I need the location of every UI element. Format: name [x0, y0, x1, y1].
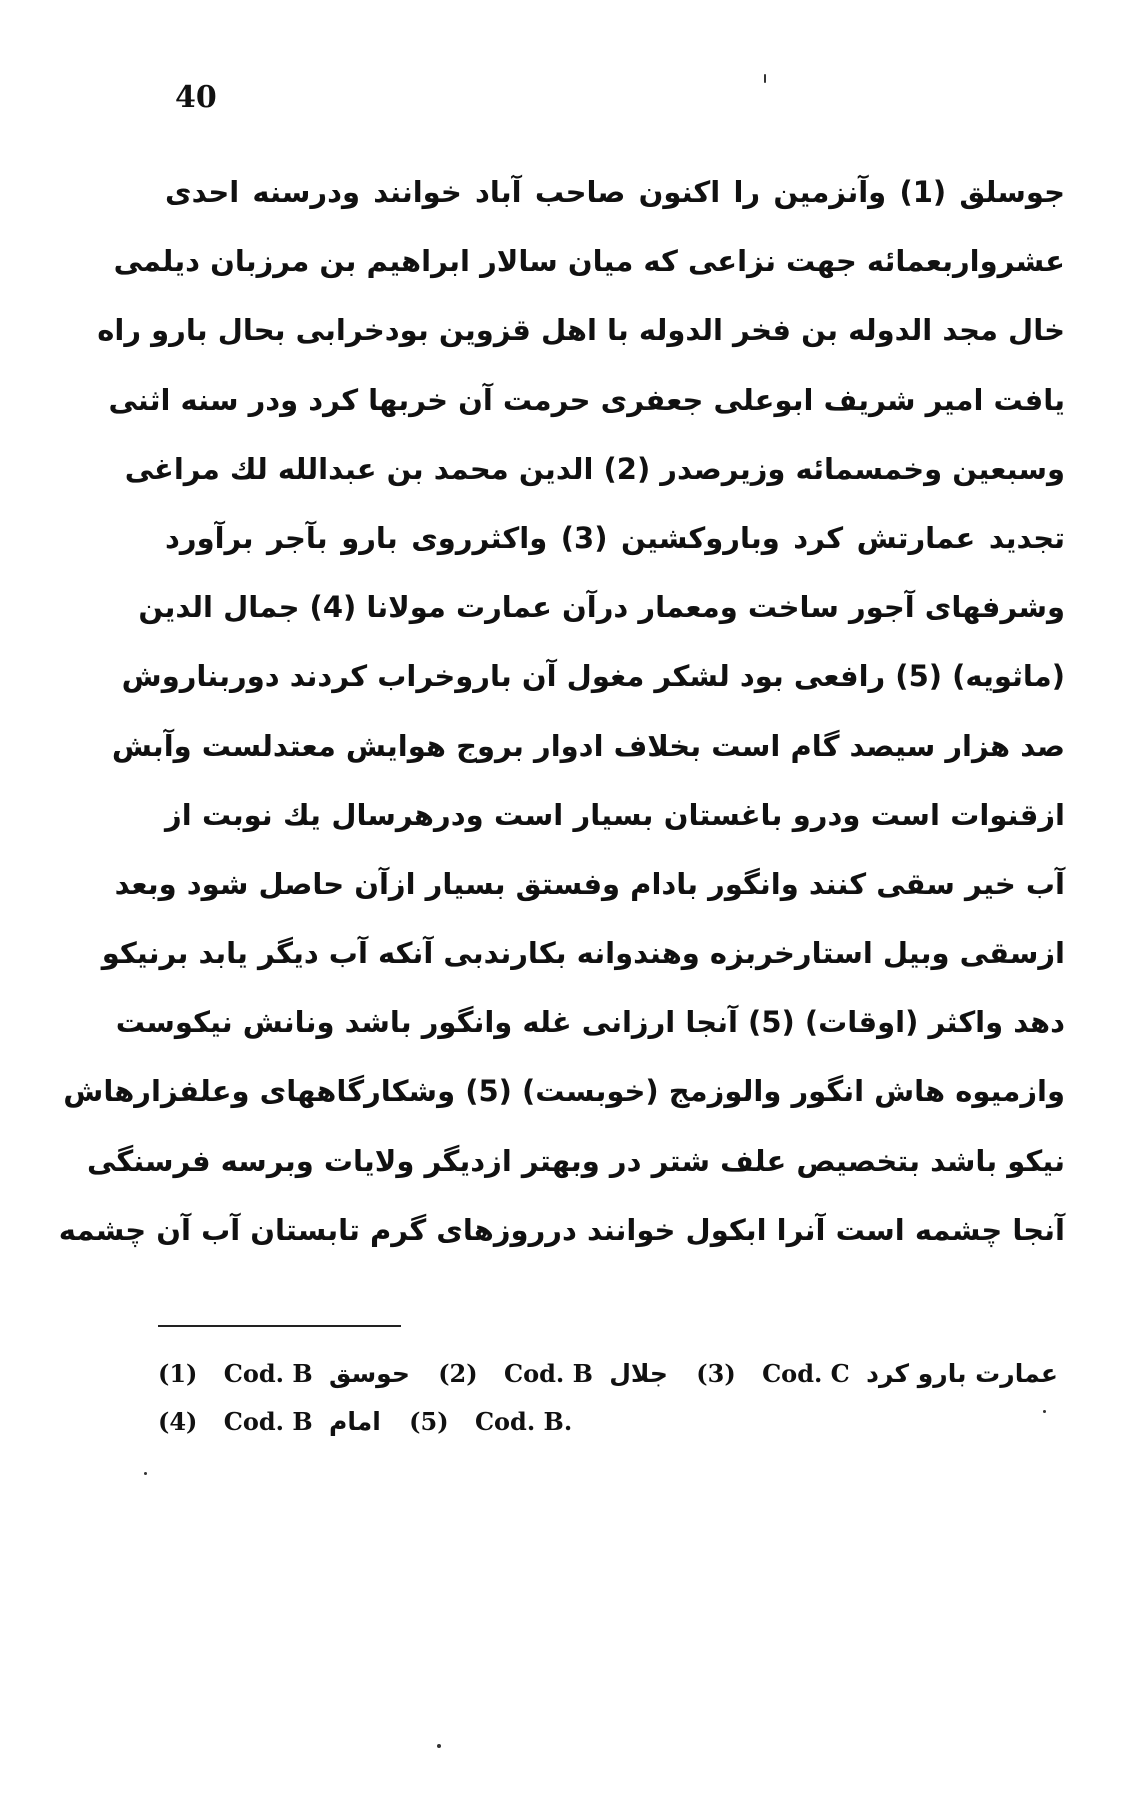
footnote-codex: Cod. C — [762, 1359, 850, 1388]
main-text-block — [58, 158, 1065, 1265]
footnote-number: (3) — [696, 1359, 736, 1388]
footnote-number: (2) — [438, 1359, 478, 1388]
text-line: یافت امیر شریف ابوعلی جعفری حرمت آن خربها کرد ودر سنه اثنی — [108, 382, 1065, 417]
text-line: عشرواربعمائه جهت نزاعی که میان سالار ابراهیم بن مرزبان دیلمی — [113, 244, 1065, 279]
text-line: تجدید عمارتش کرد وباروکشین (3) واکثرروی بارو بآجر برآورد — [165, 520, 1065, 555]
footnote-line — [158, 1398, 1058, 1446]
text-line: ازسقی وبیل استارخربزه وهندوانه بکارندبی آنکه آب دیگر یابد برنیکو — [101, 936, 1065, 971]
text-line: ازقنوات است ودرو باغستان بسیار است ودرهرسال یك نوبت از — [165, 797, 1065, 832]
footnote-number: (5) — [409, 1407, 449, 1436]
text-line: خال مجد الدوله بن فخر الدوله با اهل قزوین بودخرابی بحال بارو راه — [97, 313, 1065, 348]
footnote-number: (1) — [158, 1359, 198, 1388]
text-line: آب خیر سقی کنند وانگور بادام وفستق بسیار ازآن حاصل شود وبعد — [114, 866, 1065, 901]
page-number: 40 — [175, 80, 217, 115]
text-line: آنجا چشمه است آنرا ابکول خوانند درروزهای گرم تابستان آب آن چشمه — [58, 1212, 1065, 1247]
print-speck — [437, 1744, 441, 1748]
footnote-item — [438, 1350, 668, 1398]
print-speck — [764, 74, 766, 83]
footnote-number: (4) — [158, 1407, 198, 1436]
text-line: دهد واکثر (اوقات) (5) آنجا ارزانی غله وانگور باشد ونانش نیکوست — [115, 1005, 1065, 1040]
footnote-item — [158, 1350, 410, 1398]
footnote-item — [696, 1350, 1058, 1398]
print-speck — [1043, 1410, 1046, 1413]
text-line: وازمیوه هاش انگور والوزمج (خوبست) (5) وشکارگاههای وعلفزارهاش — [63, 1074, 1065, 1109]
footnote-codex: Cod. B — [223, 1407, 313, 1436]
footnote-variant: جلال — [609, 1359, 668, 1388]
text-line: (ماثویه) (5) رافعی بود لشکر مغول آن باروخراب کردند دوربناروش — [121, 659, 1065, 694]
footnote-item — [409, 1398, 580, 1446]
footnote-variant: عمارت بارو کرد — [866, 1359, 1058, 1388]
footnote-codex: Cod. B. — [474, 1407, 573, 1436]
text-line: وسبعین وخمسمائه وزیرصدر (2) الدین محمد بن عبدالله لك مراغی — [124, 451, 1065, 486]
footnote-variant: امام — [329, 1407, 381, 1436]
text-line: وشرفهای آجور ساخت ومعمار درآن عمارت مولانا (4) جمال الدین — [138, 590, 1065, 625]
text-line: جوسلق (1) وآنزمین را اکنون صاحب آباد خوانند ودرسنه احدی — [165, 175, 1065, 209]
footnotes — [158, 1350, 1058, 1446]
footnote-codex: Cod. B — [503, 1359, 593, 1388]
footnote-divider — [158, 1325, 401, 1327]
footnote-variant: حوسق — [329, 1359, 410, 1388]
footnote-item — [158, 1398, 381, 1446]
text-line: نیکو باشد بتخصیص علف شتر در وبهتر ازدیگر ولایات وبرسه فرسنگی — [87, 1143, 1065, 1178]
footnote-codex: Cod. B — [223, 1359, 313, 1388]
print-speck — [144, 1472, 147, 1475]
text-line: صد هزار سیصد گام است بخلاف ادوار بروج هوایش معتدلست وآبش — [111, 728, 1065, 763]
footnote-line — [158, 1350, 1058, 1398]
